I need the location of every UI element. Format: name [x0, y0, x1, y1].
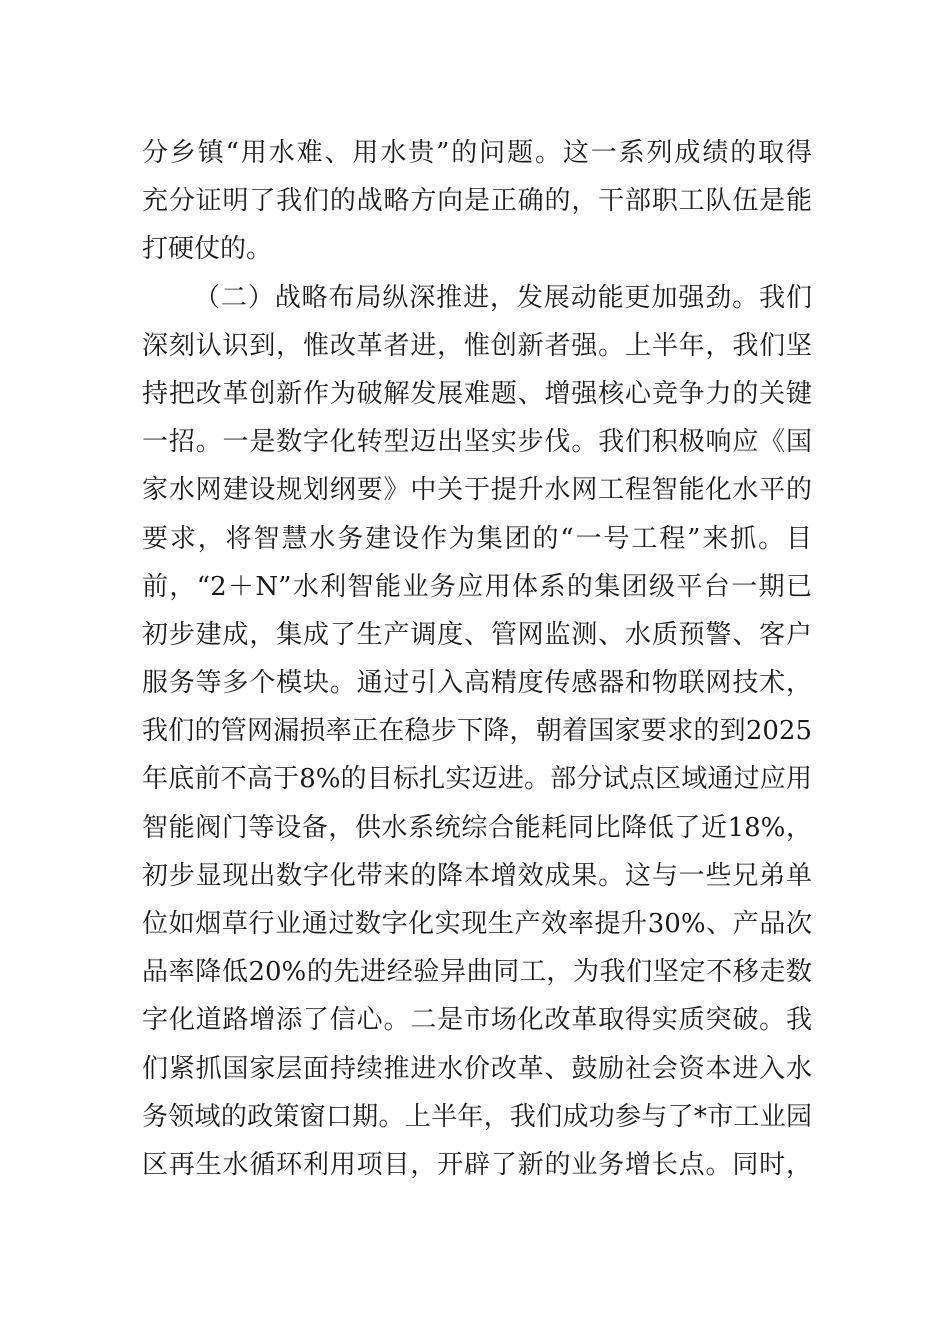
text-line: 一招。一是数字化转型迈出坚实步伐。我们积极响应《国 [142, 427, 812, 458]
text-line: 初步建成，集成了生产调度、管网监测、水质预警、客户 [142, 619, 812, 650]
section-heading-line: （二）战略布局纵深推进，发展动能更加强劲。我们 [194, 282, 812, 313]
text-line: 初步显现出数字化带来的降本增效成果。这与一些兄弟单 [142, 860, 812, 891]
text-line: 打硬仗的。 [142, 234, 273, 265]
text-line: 持把改革创新作为破解发展难题、增强核心竞争力的关键 [142, 378, 812, 409]
text-line: 品率降低20%的先进经验异曲同工，为我们坚定不移走数 [142, 957, 812, 988]
text-line: 分乡镇“用水难、用水贵”的问题。这一系列成绩的取得 [142, 138, 812, 168]
text-line: 年底前不高于8%的目标扎实迈进。部分试点区域通过应用 [142, 764, 812, 795]
text-line: 要求，将智慧水务建设作为集团的“一号工程”来抓。目 [142, 523, 812, 554]
text-line: 我们的管网漏损率正在稳步下降，朝着国家要求的到2025 [142, 716, 812, 747]
text-line: 们紧抓国家层面持续推进水价改革、鼓励社会资本进入水 [142, 1053, 812, 1084]
text-line: 深刻认识到，惟改革者进，惟创新者强。上半年，我们坚 [142, 330, 812, 361]
text-line: 位如烟草行业通过数字化实现生产效率提升30%、产品次 [142, 909, 812, 939]
text-line: 前，“2＋N”水利智能业务应用体系的集团级平台一期已 [142, 571, 812, 602]
text-line: 区再生水循环利用项目，开辟了新的业务增长点。同时， [142, 1149, 812, 1180]
text-line: 字化道路增添了信心。二是市场化改革取得实质突破。我 [142, 1005, 812, 1036]
text-line: 服务等多个模块。通过引入高精度传感器和物联网技术， [142, 668, 812, 699]
text-line: 务领域的政策窗口期。上半年，我们成功参与了*市工业园 [142, 1101, 812, 1132]
text-line: 智能阀门等设备，供水系统综合能耗同比降低了近18%， [142, 812, 812, 843]
text-line: 家水网建设规划纲要》中关于提升水网工程智能化水平的 [142, 475, 812, 506]
text-line: 充分证明了我们的战略方向是正确的，干部职工队伍是能 [142, 186, 812, 217]
body-text [142, 129, 812, 1189]
